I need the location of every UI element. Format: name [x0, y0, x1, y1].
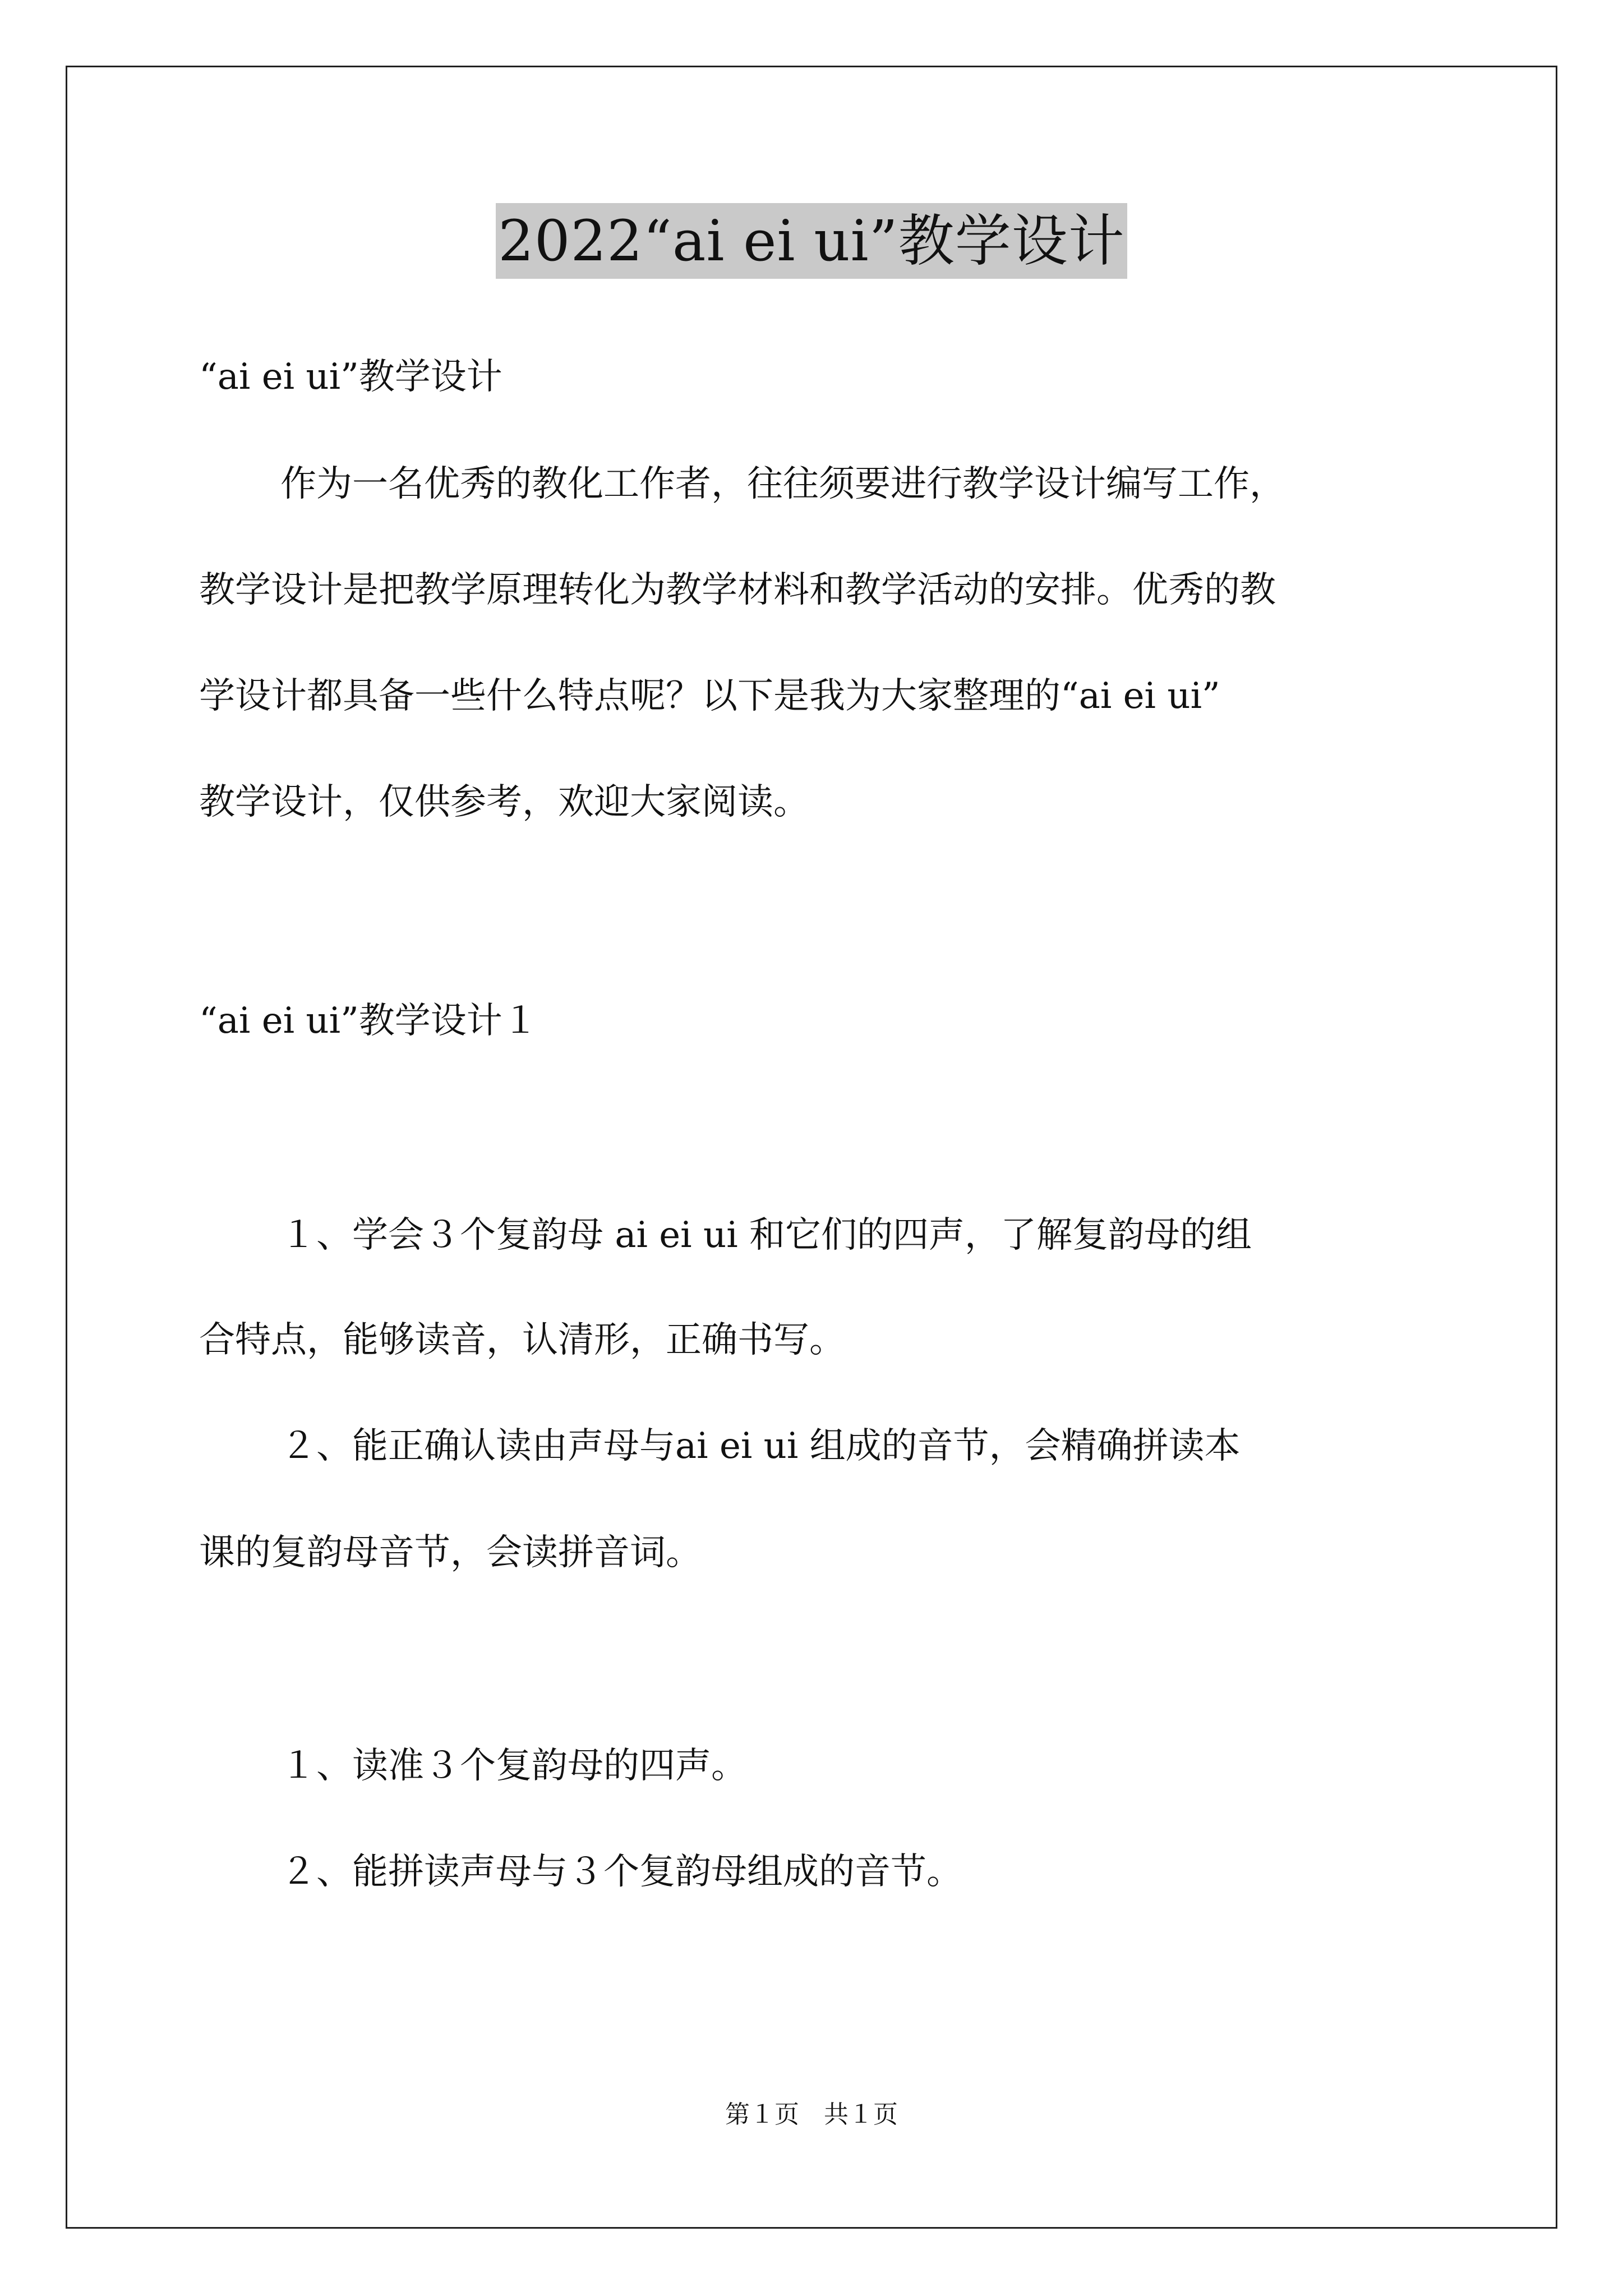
- goal-line: ２、能正确认读由声母与ai ei ui 组成的音节，会精确拼读本: [280, 1425, 1241, 1467]
- key-point-line: １、读准３个复韵母的四声。: [280, 1745, 747, 1787]
- goal-line: １、学会３个复韵母 ai ei ui 和它们的四声，了解复韵母的组: [280, 1214, 1252, 1256]
- goal-line: 课的复韵母音节，会读拼音词。: [199, 1532, 702, 1573]
- section-heading: “ai ei ui”教学设计１: [199, 1000, 538, 1042]
- document-subtitle: “ai ei ui”教学设计: [199, 356, 502, 398]
- intro-line: 作为一名优秀的教化工作者，往往须要进行教学设计编写工作，: [280, 463, 1285, 505]
- key-point-line: ２、能拼读声母与３个复韵母组成的音节。: [280, 1851, 962, 1893]
- title-container: [0, 203, 1623, 279]
- intro-line: 教学设计是把教学原理转化为教学材料和教学活动的安排。优秀的教: [199, 569, 1276, 611]
- document-title: 2022“ai ei ui”教学设计: [496, 203, 1127, 279]
- page-indicator: 第１页 共１页: [725, 2100, 898, 2129]
- goal-line: 合特点，能够读音，认清形，正确书写。: [199, 1319, 845, 1361]
- intro-line: 教学设计，仅供参考，欢迎大家阅读。: [199, 781, 809, 823]
- intro-line: 学设计都具备一些什么特点呢？以下是我为大家整理的“ai ei ui”: [199, 675, 1220, 717]
